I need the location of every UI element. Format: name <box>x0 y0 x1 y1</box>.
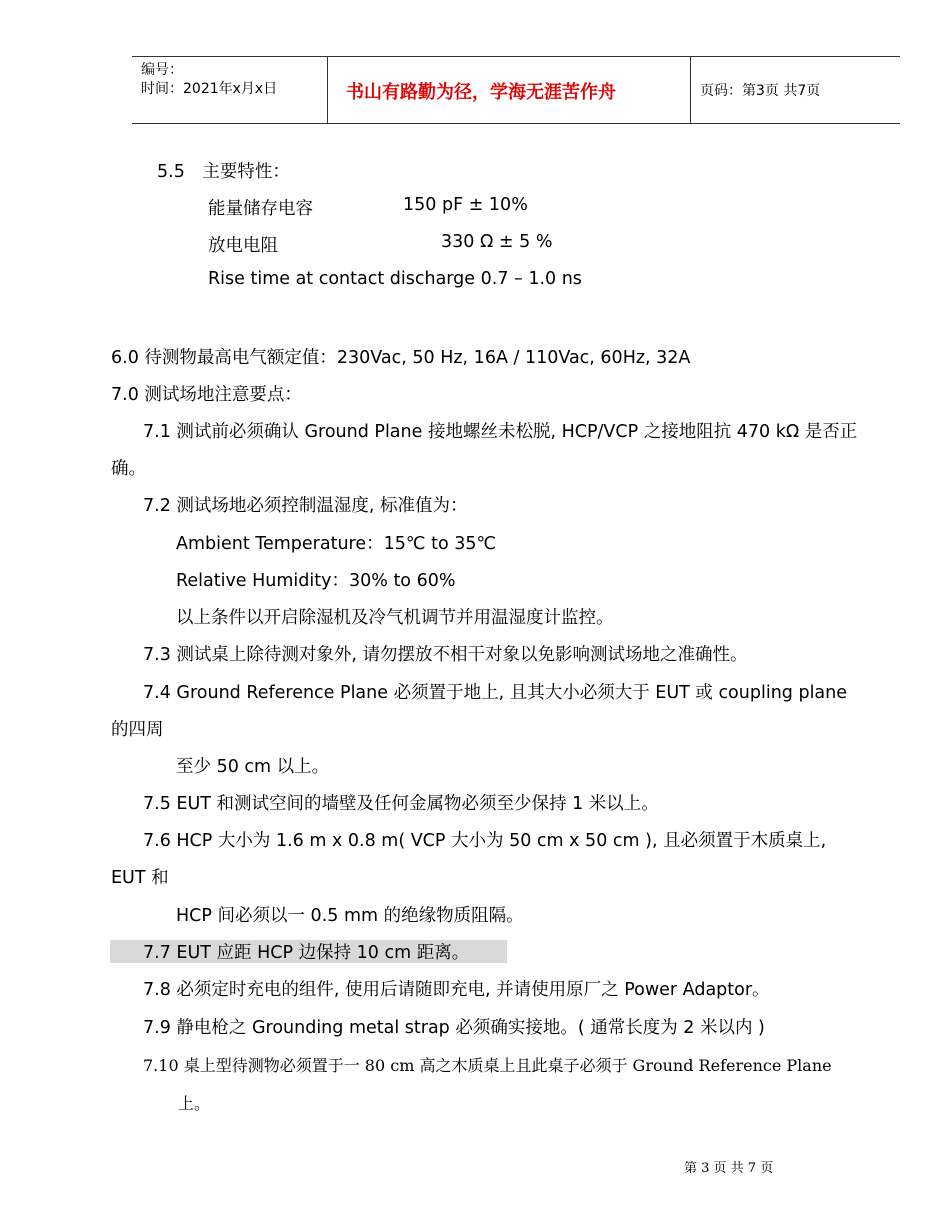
item-7-1-line1: 7.1 测试前必须确认 Ground Plane 接地螺丝未松脱, HCP/VCP 之接地阻抗 470 kΩ 是否正 <box>143 422 858 442</box>
header-divider <box>327 56 328 123</box>
item-7-6-line1: 7.6 HCP 大小为 1.6 m x 0.8 m( VCP 大小为 50 cm x 50 cm ), 且必须置于木质桌上, <box>143 831 827 851</box>
item-7-4-line1: 7.4 Ground Reference Plane 必须置于地上, 且其大小必须大于 EUT 或 coupling plane <box>143 683 848 703</box>
item-7-10-line2: 上。 <box>178 1094 211 1113</box>
header-number-label: 编号： <box>141 62 183 78</box>
section-7-0-heading: 7.0 测试场地注意要点： <box>111 385 302 405</box>
item-7-6-line2: EUT 和 <box>111 868 169 888</box>
header-divider <box>690 56 691 123</box>
item-7-4-line2: 的四周 <box>111 720 164 740</box>
resistance-value: 330 Ω ± 5 % <box>441 232 553 252</box>
header-motto: 书山有路勤为径，学海无涯苦作舟 <box>346 82 616 103</box>
relative-humidity: Relative Humidity：30% to 60% <box>176 571 456 591</box>
rise-time-line: Rise time at contact discharge 0.7 – 1.0 ns <box>208 269 582 289</box>
section-6-0: 6.0 待测物最高电气额定值：230Vac, 50 Hz, 16A / 110Vac, 60Hz, 32A <box>111 348 691 368</box>
item-7-4-line3: 至少 50 cm 以上。 <box>176 757 330 777</box>
item-7-1-line2: 确。 <box>111 459 146 479</box>
header-time-label: 时间：2021年x月x日 <box>141 81 278 97</box>
item-7-9: 7.9 静电枪之 Grounding metal strap 必须确实接地。( 通常长度为 2 米以内 ) <box>143 1018 765 1038</box>
item-7-6-line3: HCP 间必须以一 0.5 mm 的绝缘物质阻隔。 <box>176 906 524 926</box>
ambient-temperature: Ambient Temperature：15℃ to 35℃ <box>176 534 497 554</box>
item-7-7: 7.7 EUT 应距 HCP 边保持 10 cm 距离。 <box>143 943 470 963</box>
item-7-2-line1: 7.2 测试场地必须控制温湿度, 标准值为： <box>143 496 468 516</box>
page-footer: 第 3 页 共 7 页 <box>684 1161 774 1176</box>
item-7-8: 7.8 必须定时充电的组件, 使用后请随即充电, 并请使用原厂之 Power Adaptor。 <box>143 980 770 1000</box>
capacitance-label: 能量储存电容 <box>208 199 313 219</box>
item-7-5: 7.5 EUT 和测试空间的墙壁及任何金属物必须至少保持 1 米以上。 <box>143 794 659 814</box>
header-page-label: 页码：第3页 共7页 <box>700 83 821 99</box>
item-7-10-line1: 7.10 桌上型待测物必须置于一 80 cm 高之木质桌上且此桌子必须于 Ground Reference Plane <box>143 1056 832 1075</box>
capacitance-value: 150 pF ± 10% <box>403 195 528 215</box>
item-7-3: 7.3 测试桌上除待测对象外, 请勿摆放不相干对象以免影响测试场地之准确性。 <box>143 645 748 665</box>
resistance-label: 放电电阻 <box>208 236 278 256</box>
section-5-5-heading: 5.5 主要特性： <box>157 162 290 182</box>
item-7-2-note: 以上条件以开启除湿机及冷气机调节并用温湿度计监控。 <box>176 608 614 628</box>
